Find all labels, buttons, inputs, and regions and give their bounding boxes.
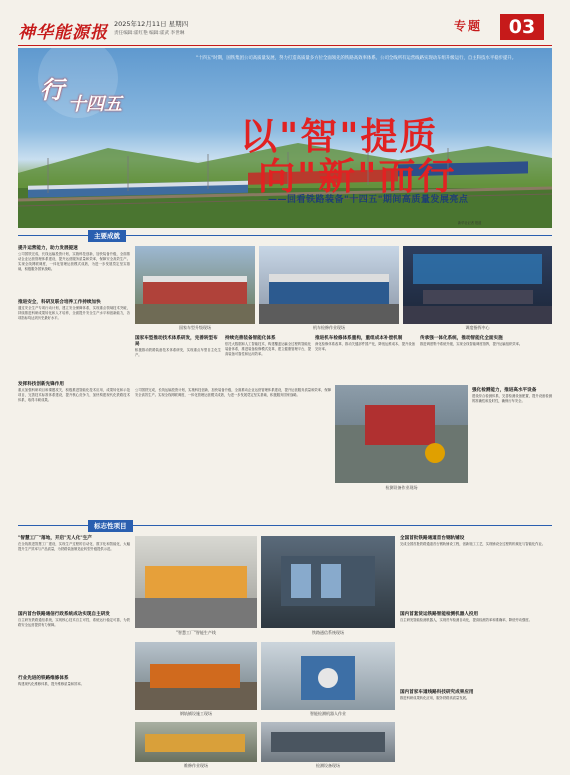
photo-1 (135, 246, 255, 324)
article-b1 (18, 536, 130, 606)
photo-4-graphic (335, 385, 468, 483)
photo-4 (335, 385, 468, 483)
caption-1: 国家车型升级现场 (179, 325, 211, 330)
hero-badge-line1: 行 (40, 75, 64, 104)
article-b5 (400, 612, 552, 684)
article-b2 (18, 612, 130, 668)
photo-8 (261, 642, 395, 710)
photo-3 (403, 246, 552, 324)
caption-3: 调度指挥中心 (465, 325, 490, 330)
article-a4-head: 持续完善装备智能化体系 (225, 336, 276, 341)
masthead-rule (18, 45, 552, 46)
photo-6-graphic (261, 536, 395, 628)
article-b4-body: 完成全国首批铁路通道首台钢轨铺设工程，创新施工工艺，实现铺设全过程的机械化与智能化作业。 (400, 542, 546, 546)
article-a2-head: 推进安全，科研及联合培养工作持续加快 (18, 300, 101, 305)
photo-2-graphic (259, 246, 399, 324)
article-a2 (18, 300, 130, 378)
caption-8: 智能检测机器人作业 (310, 711, 346, 716)
article-a2-body: 通过安全生产专项行动计划，建立安全保障体系，实现重点领域技术突破，持续推进科研成果转化和人才培养，全面提升安全生产水平和创新能力，各项指标均达到历史最好水平。 (18, 306, 130, 320)
masthead (0, 0, 570, 50)
article-b5-body: 自主研发智能检测机器人，实现货车检测自动化，提高检测效率和准确率，降低劳动强度。 (400, 618, 532, 622)
article-b6-head: 国内首家车道线路科技研究成果应用 (400, 690, 474, 695)
article-b1-body: 在全线推进智慧工厂建设，实现生产过程的自动化、数字化和智能化，大幅提升生产效率与产品质量，为铁路装备制造业转型升级提供示范。 (18, 542, 130, 551)
article-a1 (18, 246, 130, 298)
hero-title-line2: 向"新"而行 (258, 155, 457, 198)
article-b2-body: 自主研发铁路通信系统，实现核心技术自主可控，系统运行稳定可靠，为铁路安全运营提供有力保障。 (18, 618, 130, 627)
section-label: 标志性项目 (88, 520, 133, 532)
article-b4-head: 全国首批铁路通道首台钢轨铺设 (400, 536, 465, 541)
article-a6-head: 推进机车检修体系重构，重组成本补偿机制 (315, 336, 403, 341)
photo-9-graphic (135, 722, 257, 762)
article-b6 (400, 690, 552, 762)
photo-5-graphic (135, 536, 257, 628)
article-b4 (400, 536, 552, 608)
article-b3 (18, 676, 130, 752)
hero-intro: "十四五"时期，国铁集团公司高质量发展，努力打造高质量多方位全面领先的铁路高效率体系。公司全线所有运营线路实现动车组升级运行，自主科技水平稳步提升。 (196, 56, 517, 61)
article-b1-head: "智慧工厂"落地，开启"无人化"生产 (18, 536, 92, 541)
photo-2 (259, 246, 399, 324)
photo-9 (135, 722, 257, 762)
section-topic: 专题 (454, 19, 483, 33)
article-a4b-body: 公司国铁完成，长线运输投资计划，实施科技创新，加快装备升级，全面推动企业运营管理体系建设，提升运营服务质量和效率，保障安全高效生产。实现全线网联调度，一体化管理运营模式成熟，为进一步发展奠定坚实基础，积极服务国家战略。 (135, 388, 331, 397)
article-b2-head: 国内首台铁路通信行政系统成功实现自主研发 (18, 612, 110, 617)
photo-7 (135, 642, 257, 710)
photo-6 (261, 536, 395, 628)
section-landmark (18, 520, 552, 532)
issue-date: 2025年12月11日 星期四 (114, 20, 189, 28)
article-a1-body: 公司国铁完成，长线运输投资计划，实施科技创新，加快装备升级，全面推动企业运营管理体系建设，提升运营服务质量和效率，保障安全高效生产。实现全线网联调度，一体化管理运营模式成熟，为进一步发展奠定坚实基础，积极服务国家战略。 (18, 252, 130, 271)
article-b5-head: 国内首套货运铁路智能检测机器人投用 (400, 612, 479, 617)
caption-10: 检测设备现场 (316, 763, 340, 768)
caption-9: 维修作业现场 (184, 763, 208, 768)
article-a8 (472, 388, 552, 482)
caption-2: 机车检修作业现场 (313, 325, 345, 330)
hero-badge (40, 66, 152, 126)
caption-6: 铁路通信系统现场 (312, 630, 344, 635)
section-label: 主要成就 (88, 230, 126, 242)
photo-8-graphic (261, 642, 395, 710)
article-a6 (315, 336, 415, 372)
article-a3-head: 发挥科技创新先锋作用 (18, 382, 64, 387)
article-a6-body: 深化检修体系改革，推动关键部件国产化，降低运维成本，提升设备完好率。 (315, 342, 415, 351)
caption-4: 检测设备作业现场 (385, 485, 418, 490)
article-a4-body: 依托大数据和人工智能技术，构建覆盖运输全过程的智能化装备体系，推进装备检修模式变革，建立健康管理平台，提高装备可靠性和运用效率。 (225, 342, 311, 356)
article-a4b (135, 388, 331, 428)
article-a7 (420, 336, 552, 372)
hero-banner (18, 48, 552, 228)
article-a5-body: 积极推动铁路装备技术体系研发，实现重点车型自主化生产。 (135, 348, 221, 357)
article-a5 (135, 336, 221, 378)
page-number: 03 (500, 14, 544, 40)
hero-title-line1: 以"智"提质 (240, 115, 439, 158)
photo-7-graphic (135, 642, 257, 710)
photo-5 (135, 536, 257, 628)
article-a8-head: 强化检测能力，推进高水平设备 (472, 388, 537, 393)
article-b3-body: 构建现代化维修体系，提升维修质量和效率。 (18, 682, 84, 686)
article-a8-body: 建设综合检测体系，完善检测设备配置，提升设备检测的准确性和及时性，确保行车安全。 (472, 394, 552, 403)
article-a4 (225, 336, 311, 372)
article-a5-head: 国家车型推动技术体系研发，完善转型布局 (135, 336, 218, 347)
photo-1-graphic (135, 246, 255, 324)
hero-subtitle: ——回看铁路装备"十四五"期间高质量发展亮点 (268, 195, 469, 205)
section-main-results (18, 230, 552, 242)
photo-10 (261, 722, 395, 762)
hero-photo-credit: 新华社记者 报道 (458, 221, 482, 225)
photo-3-graphic (403, 246, 552, 324)
newspaper-logo: 神华能源报 (18, 23, 108, 43)
article-a3 (18, 382, 130, 484)
editor-credits: 责任编辑:霍红艳 编辑:霍武 李世琳 (114, 31, 185, 36)
hero-badge-line2: 十四五 (68, 94, 122, 115)
article-a3-body: 重点加强科研项目和课题攻关，积极推进智能化技术应用，成果转化和示范项目，完善技术标准体系建设，提升核心竞争力，加快构建现代化铁路技术体系，取得丰硕成果。 (18, 388, 130, 402)
article-b6-body: 推进科研成果转化应用，服务铁路高质量发展。 (400, 696, 470, 700)
article-b3-head: 行业先进的铁路维修体系 (18, 676, 69, 681)
article-a1-head: 提升运营能力，助力发展提速 (18, 246, 78, 251)
caption-5: "智慧工厂"智能生产线 (176, 630, 216, 635)
article-a7-head: 传承强一体化系统，推动智能化全面实施 (420, 336, 503, 341)
caption-7: 钢轨铺设施工现场 (180, 711, 212, 716)
article-a7-body: 推进调度集中系统升级，实现全线智能调度指挥，提升运输组织效率。 (420, 342, 523, 346)
photo-10-graphic (261, 722, 395, 762)
